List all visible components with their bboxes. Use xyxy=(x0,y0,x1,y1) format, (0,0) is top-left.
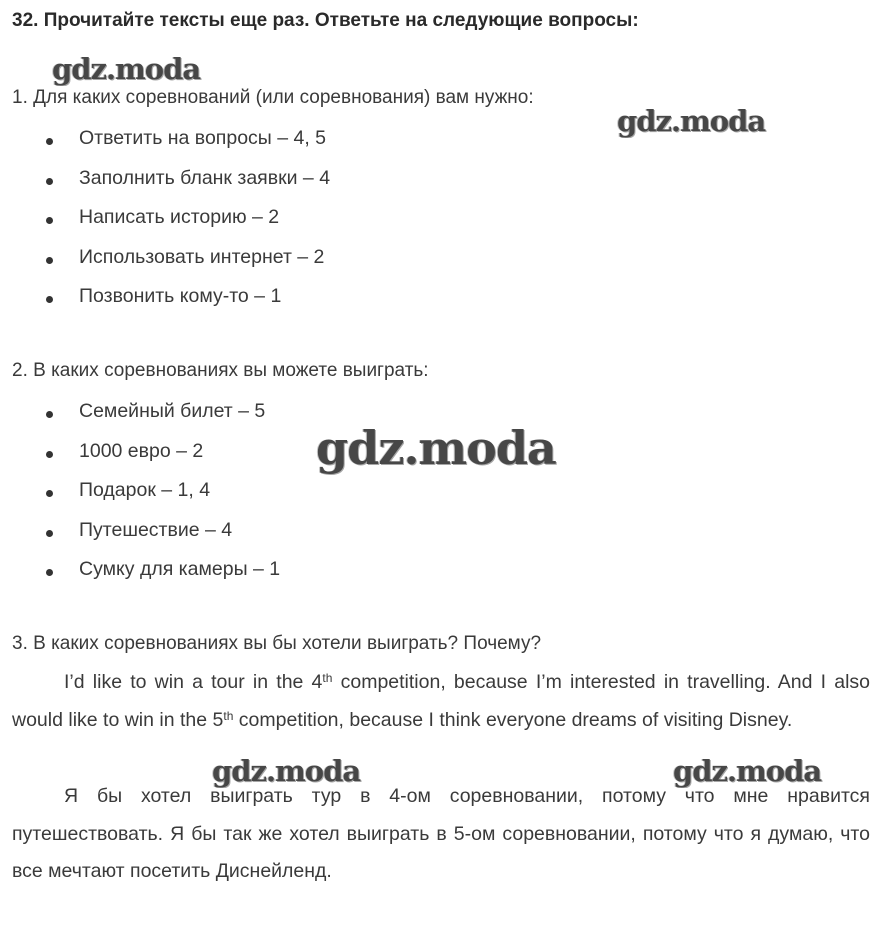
bullet-icon xyxy=(46,217,53,224)
question-3: 3. В каких соревнованиях вы бы хотели выиграть? Почему? xyxy=(12,633,542,654)
watermark: gdz.moda xyxy=(212,754,361,788)
watermark: gdz.moda xyxy=(316,421,556,475)
bullet-icon xyxy=(46,451,53,458)
exercise-title: 32. Прочитайте тексты еще раз. Ответьте на следующие вопросы: xyxy=(12,10,639,31)
bullet-icon xyxy=(46,490,53,497)
english-answer: I’d like to win a tour in the 4th competition, because I’m interested in travelling. And I also would like to win in the 5th competition, because I think everyone dreams of visiting Disney. xyxy=(12,671,870,731)
watermark: gdz.moda xyxy=(617,104,766,138)
bullet-icon xyxy=(46,411,53,418)
page: 32. Прочитайте тексты еще раз. Ответьте на следующие вопросы: 1. Для каких соревнований (или соревнования) вам нужно: Ответить на вопросы – 4, 5 Заполнить бланк заявки – 4 Написать историю – 2 Использовать интернет – 2 Позвонить кому-то – 1 2. В каких соревнованиях вы можете выиграть: Семейный билет – 5 1000 евро – 2 Подарок – 1, 4 Путешествие – 4 Сумку для камеры – 1 3. В каких соревнованиях вы бы хотели выиграть? Почему? I’d like to win a tour in the 4th competition, because I’m interested in travelling. And I also would like to win in the 5th competition, because I think everyone dreams of visiting Disney. Я бы хотел выиграть тур в 4-ом соревновании, потому что мне нравится путешествовать. Я бы так же хотел выиграть в 5-ом соревновании, потому что я думаю, что все мечтают посетить Диснейленд. gdz.moda gdz.moda gdz.moda gdz.moda gdz.moda xyxy=(0,0,886,932)
bullet-icon xyxy=(46,530,53,537)
bullet-icon xyxy=(46,296,53,303)
question-1: 1. Для каких соревнований (или соревнования) вам нужно: xyxy=(12,87,534,108)
watermark: gdz.moda xyxy=(673,754,822,788)
bullet-icon xyxy=(46,569,53,576)
bullet-icon xyxy=(46,257,53,264)
watermark: gdz.moda xyxy=(52,52,201,86)
bullet-icon xyxy=(46,178,53,185)
russian-answer: Я бы хотел выиграть тур в 4-ом соревновании, потому что мне нравится путешествовать. Я бы так же хотел выиграть в 5-ом соревновании, потому что я думаю, что все мечтают посетить Диснейленд. xyxy=(12,785,870,882)
question-2: 2. В каких соревнованиях вы можете выиграть: xyxy=(12,360,429,381)
bullet-icon xyxy=(46,138,53,145)
